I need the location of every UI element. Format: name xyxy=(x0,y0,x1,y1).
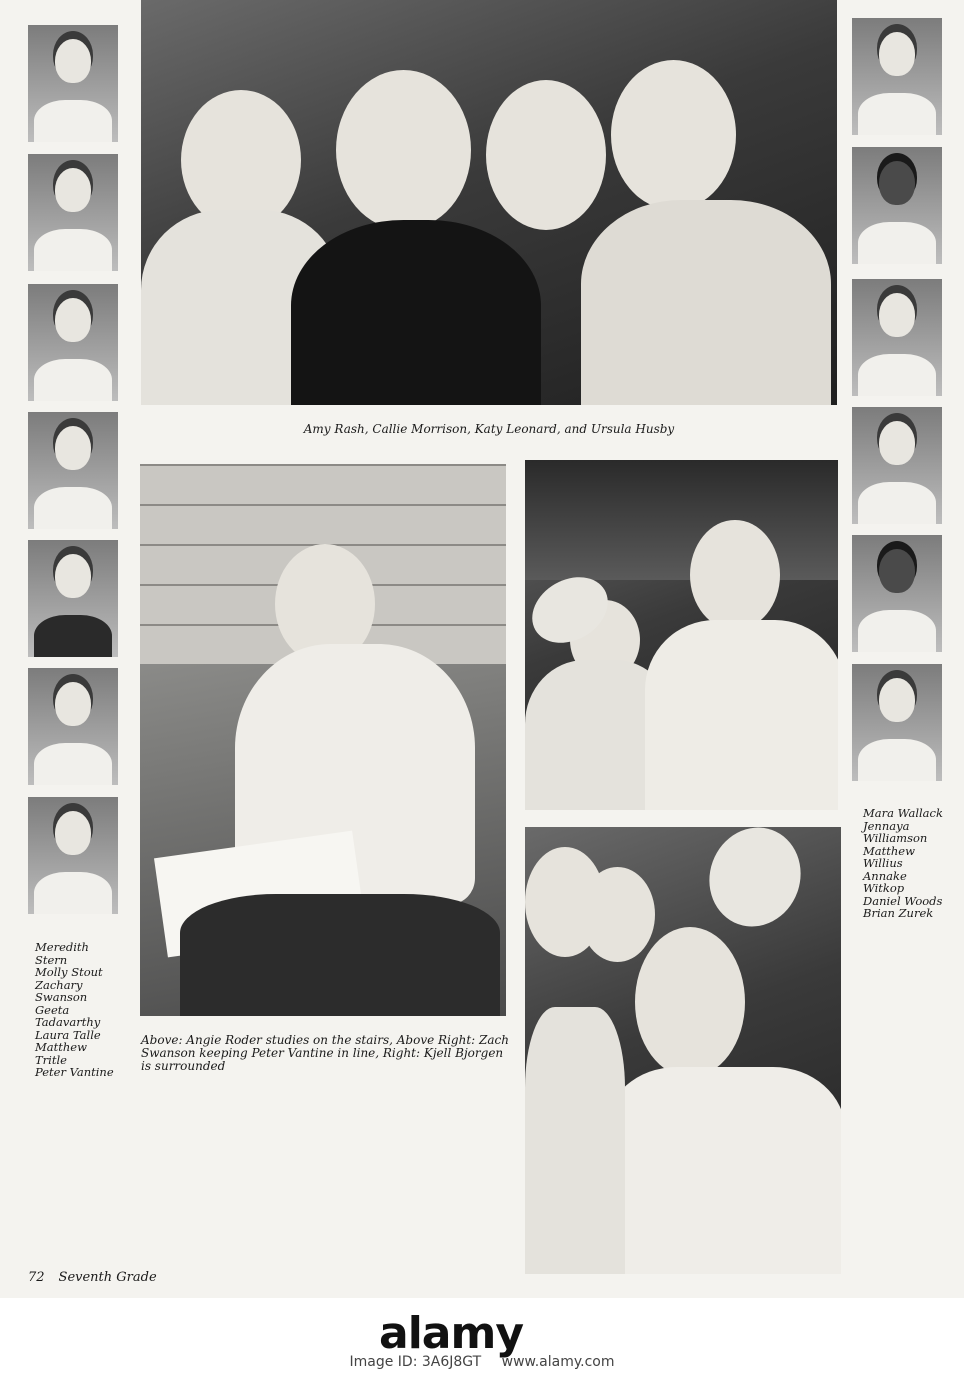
portrait-right-3 xyxy=(852,279,942,396)
portrait-left-1 xyxy=(28,25,118,142)
name-item: Williamson xyxy=(863,831,928,845)
stock-info xyxy=(0,1354,964,1370)
name-item: Molly Stout xyxy=(35,965,103,979)
surrounded-photo xyxy=(525,827,841,1274)
left-names-list xyxy=(35,941,114,1079)
right-names-list xyxy=(863,807,943,920)
name-item: Laura Talle xyxy=(35,1027,101,1042)
name-item: Annake xyxy=(863,868,907,883)
portrait-left-2 xyxy=(28,154,118,271)
name-item: Zachary xyxy=(35,977,83,992)
section-title: Seventh Grade xyxy=(58,1270,157,1285)
name-item: Matthew xyxy=(863,843,915,858)
stock-separator xyxy=(489,1354,493,1370)
portrait-right-1 xyxy=(852,18,942,135)
name-item: Meredith xyxy=(35,940,89,954)
top-photo-caption: Amy Rash, Callie Morrison, Katy Leonard, and Ursula Husby xyxy=(303,422,675,436)
portrait-left-6 xyxy=(28,668,118,785)
name-item: Jennaya xyxy=(863,818,910,833)
name-item: Brian Zurek xyxy=(863,906,934,920)
name-item: Peter Vantine xyxy=(35,1065,114,1079)
page-number: 72 xyxy=(28,1270,45,1285)
name-item: Tritle xyxy=(35,1052,67,1067)
name-item: Stern xyxy=(35,952,68,967)
portrait-right-2 xyxy=(852,147,942,264)
portrait-left-5 xyxy=(28,540,118,657)
portrait-left-7 xyxy=(28,797,118,914)
name-item: Daniel Woods xyxy=(863,893,943,908)
name-item: Swanson xyxy=(35,990,88,1004)
name-item: Matthew xyxy=(35,1040,87,1054)
portrait-right-4 xyxy=(852,407,942,524)
name-item: Witkop xyxy=(863,881,905,895)
stairs-photo xyxy=(140,464,506,1016)
page-footer xyxy=(28,1270,157,1285)
group-photo-top xyxy=(141,0,837,405)
portrait-right-5 xyxy=(852,535,942,652)
boys-photo xyxy=(525,460,838,810)
portrait-left-3 xyxy=(28,284,118,401)
name-item: Mara Wallack xyxy=(863,806,943,820)
bottom-photo-caption: Above: Angie Roder studies on the stairs, Above Right: Zach Swanson keeping Peter Vantine in line, Right: Kjell Bjorgen is surrounded xyxy=(141,1033,509,1073)
stock-image-id: Image ID: 3A6J8GT xyxy=(349,1354,482,1370)
name-item: Geeta xyxy=(35,1002,70,1017)
portrait-left-4 xyxy=(28,412,118,529)
stock-logo: alamy xyxy=(379,1308,523,1359)
name-item: Tadavarthy xyxy=(35,1015,101,1029)
portrait-right-6 xyxy=(852,664,942,781)
stock-site: www.alamy.com xyxy=(501,1354,615,1370)
name-item: Willius xyxy=(863,856,903,870)
